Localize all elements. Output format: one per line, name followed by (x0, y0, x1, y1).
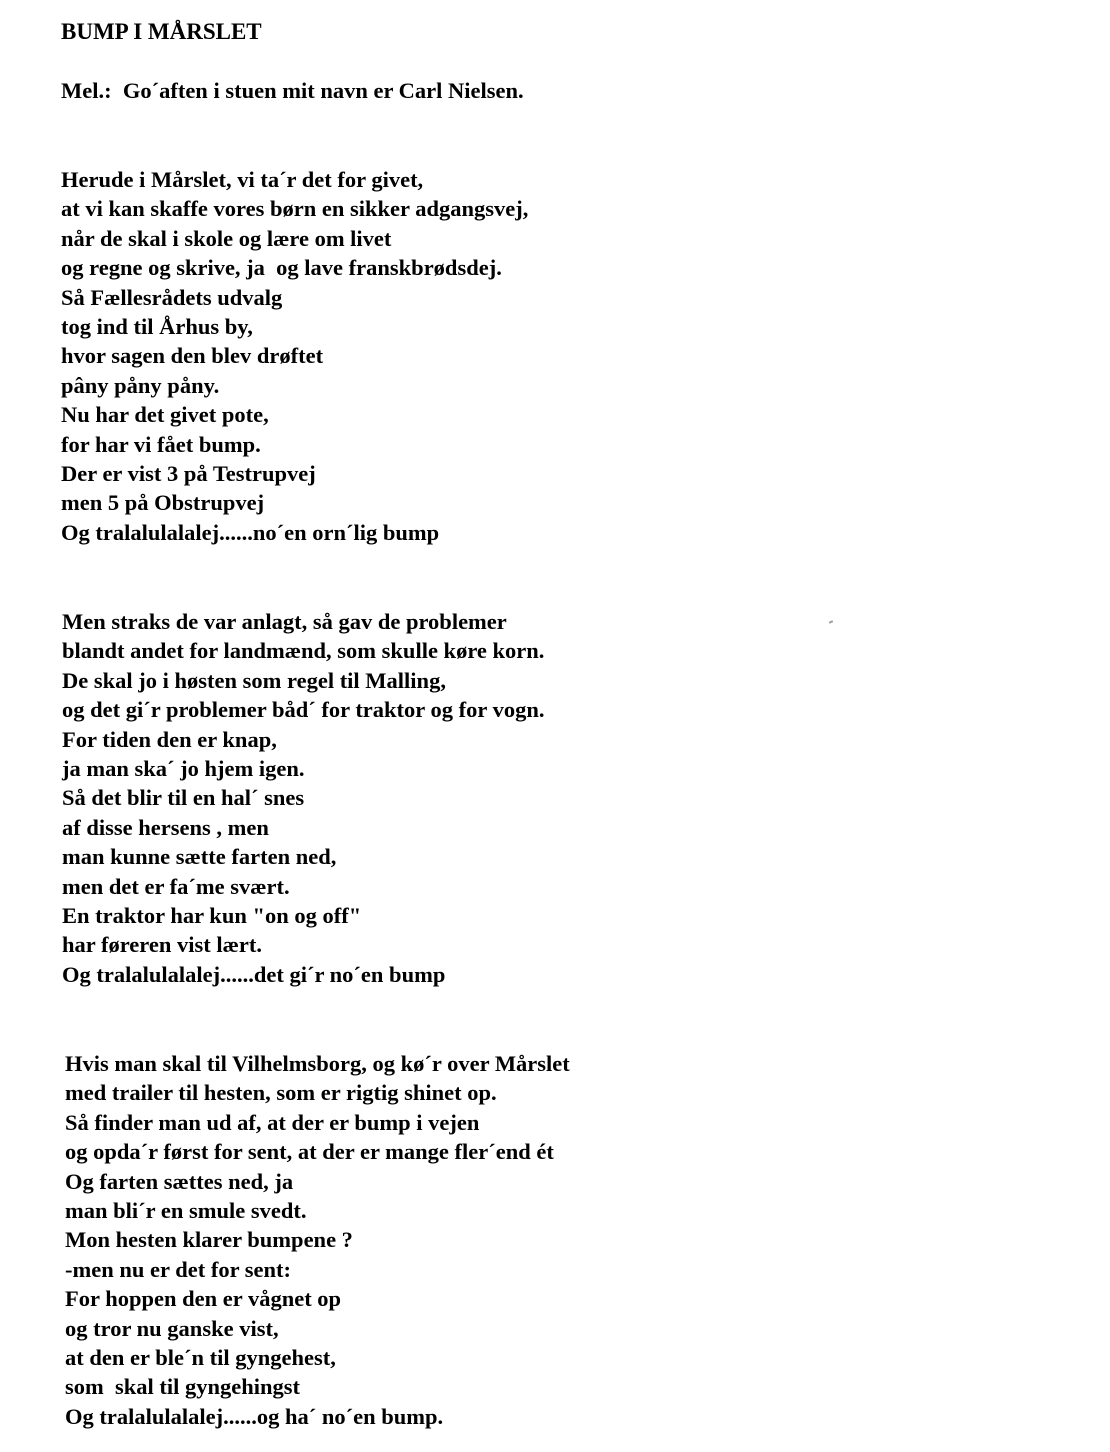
verse-line: Herude i Mårslet, vi ta´r det for givet, (61, 167, 424, 192)
verse-line: En traktor har kun "on og off" (62, 902, 362, 928)
verse-line: at vi kan skaffe vores børn en sikker adgangsvej, (61, 196, 529, 222)
song-title: BUMP I MÅRSLET (61, 19, 262, 44)
verse-3 (65, 1049, 570, 1431)
verse-refrain: Og tralalulalalej......no´en orn´lig bump (61, 519, 440, 545)
verse-line: tog ind til Århus by, (61, 313, 253, 339)
verse-line: og regne og skrive, ja og lave franskbrødsdej. (61, 255, 502, 281)
verse-line: og tror nu ganske vist, (65, 1315, 279, 1341)
verse-line: ja man ska´ jo hjem igen. (62, 755, 305, 781)
verse-line: når de skal i skole og lære om livet (61, 225, 392, 251)
verse-line: Der er vist 3 på Testrupvej (61, 460, 316, 486)
verse-line: men 5 på Obstrupvej (61, 490, 265, 516)
verse-1 (61, 165, 528, 547)
verse-line: Så det blir til en hal´ snes (62, 785, 305, 811)
verse-line: Nu har det givet pote, (61, 402, 269, 428)
verse-line: For tiden den er knap, (62, 726, 277, 752)
verse-refrain: Og tralalulalalej......og ha´ no´en bump. (65, 1403, 444, 1429)
verse-line: at den er ble´n til gyngehest, (65, 1344, 336, 1370)
verse-line: pâny påny påny. (61, 372, 220, 398)
verse-line: Hvis man skal til Vilhelmsborg, og kø´r over Mårslet (65, 1051, 570, 1076)
verse-line: Mon hesten klarer bumpene ? (65, 1227, 353, 1253)
verse-2 (62, 607, 544, 989)
verse-line: har føreren vist lært. (62, 932, 262, 958)
verse-line: Og farten sættes ned, ja (65, 1168, 294, 1194)
verse-line: som skal til gyngehingst (65, 1374, 301, 1400)
verse-line: Så Fællesrådets udvalg (61, 284, 283, 310)
verse-line: og opda´r først for sent, at der er mange fler´end ét (65, 1139, 554, 1165)
verse-line: med trailer til hesten, som er rigtig shinet op. (65, 1080, 497, 1106)
verse-line: man kunne sætte farten ned, (62, 844, 337, 870)
verse-line: Men straks de var anlagt, så gav de problemer (62, 609, 507, 634)
melody-line: Mel.: Go´aften i stuen mit navn er Carl Nielsen. (61, 78, 524, 103)
verse-line: man bli´r en smule svedt. (65, 1197, 307, 1223)
verse-line: For hoppen den er vågnet op (65, 1286, 342, 1312)
scan-speck (829, 620, 833, 624)
verse-line: De skal jo i høsten som regel til Malling, (62, 667, 446, 693)
verse-line: men det er fa´me svært. (62, 873, 290, 899)
verse-line: af disse hersens , men (62, 814, 269, 840)
verse-line: -men nu er det for sent: (65, 1256, 292, 1282)
verse-line: og det gi´r problemer båd´ for traktor og for vogn. (62, 697, 545, 723)
verse-line: for har vi fået bump. (61, 431, 261, 457)
verse-line: Så finder man ud af, at der er bump i vejen (65, 1109, 480, 1135)
verse-line: blandt andet for landmænd, som skulle køre korn. (62, 638, 545, 664)
verse-refrain: Og tralalulalalej......det gi´r no´en bump (62, 961, 446, 987)
verse-line: hvor sagen den blev drøftet (61, 343, 324, 369)
